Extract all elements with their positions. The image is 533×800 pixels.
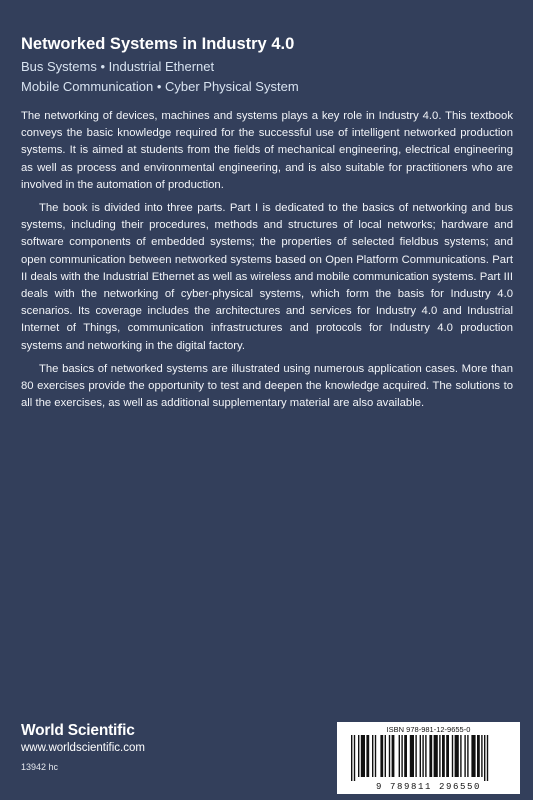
barcode-digits: 9 789811 296550 (375, 782, 481, 792)
blurb-paragraph-1: The networking of devices, machines and systems plays a key role in Industry 4.0. This textbook conveys the basic knowledge required for the successful use of intelligent networked production systems. It is aimed at students from the fields of mechanical engineering, electrical engineering as well as process and environmental engineering, and is also suitable for practitioners who are involved in the automation of production. (21, 110, 513, 191)
header (21, 34, 511, 97)
blurb-paragraph-3: The basics of networked systems are illustrated using numerous application cases. More than 80 exercises provide the opportunity to test and deepen the knowledge acquired. The solutions to all the exercises, as well as additional supplementary material are also available. (21, 362, 513, 410)
blurb-paragraph-2: The book is divided into three parts. Part I is dedicated to the basics of networking and bus systems, including their procedures, methods and structures of local networks; hardware and software components of embedded systems; the properties of selected fieldbus systems; and open communication between networked systems based on Open Platform Communications. Part II deals with the Industrial Ethernet as well as wireless and mobile communication systems. Part III deals with the networking of cyber-physical systems, which form the basis for Industry 4.0 scenarios. Its coverage includes the architectures and services for Industry 4.0 and Industrial Internet of Things, communication infrastructures and protocols for Industry 4.0 production systems and networking in the digital factory. (21, 202, 513, 352)
subtitle-line-2: Mobile Communication • Cyber Physical System (21, 79, 299, 94)
barcode-bars-icon (351, 735, 506, 781)
blurb (21, 108, 513, 418)
publisher-block (21, 722, 281, 774)
subtitle-line-1: Bus Systems • Industrial Ethernet (21, 59, 215, 74)
barcode (337, 722, 520, 794)
isbn-label: ISBN 978-981-12-9655-0 (386, 725, 471, 734)
publisher-name: World Scientific (21, 722, 135, 739)
book-title: Networked Systems in Industry 4.0 (21, 35, 295, 53)
product-code: 13942 hc (21, 762, 59, 772)
publisher-url: www.worldscientific.com (21, 742, 145, 754)
